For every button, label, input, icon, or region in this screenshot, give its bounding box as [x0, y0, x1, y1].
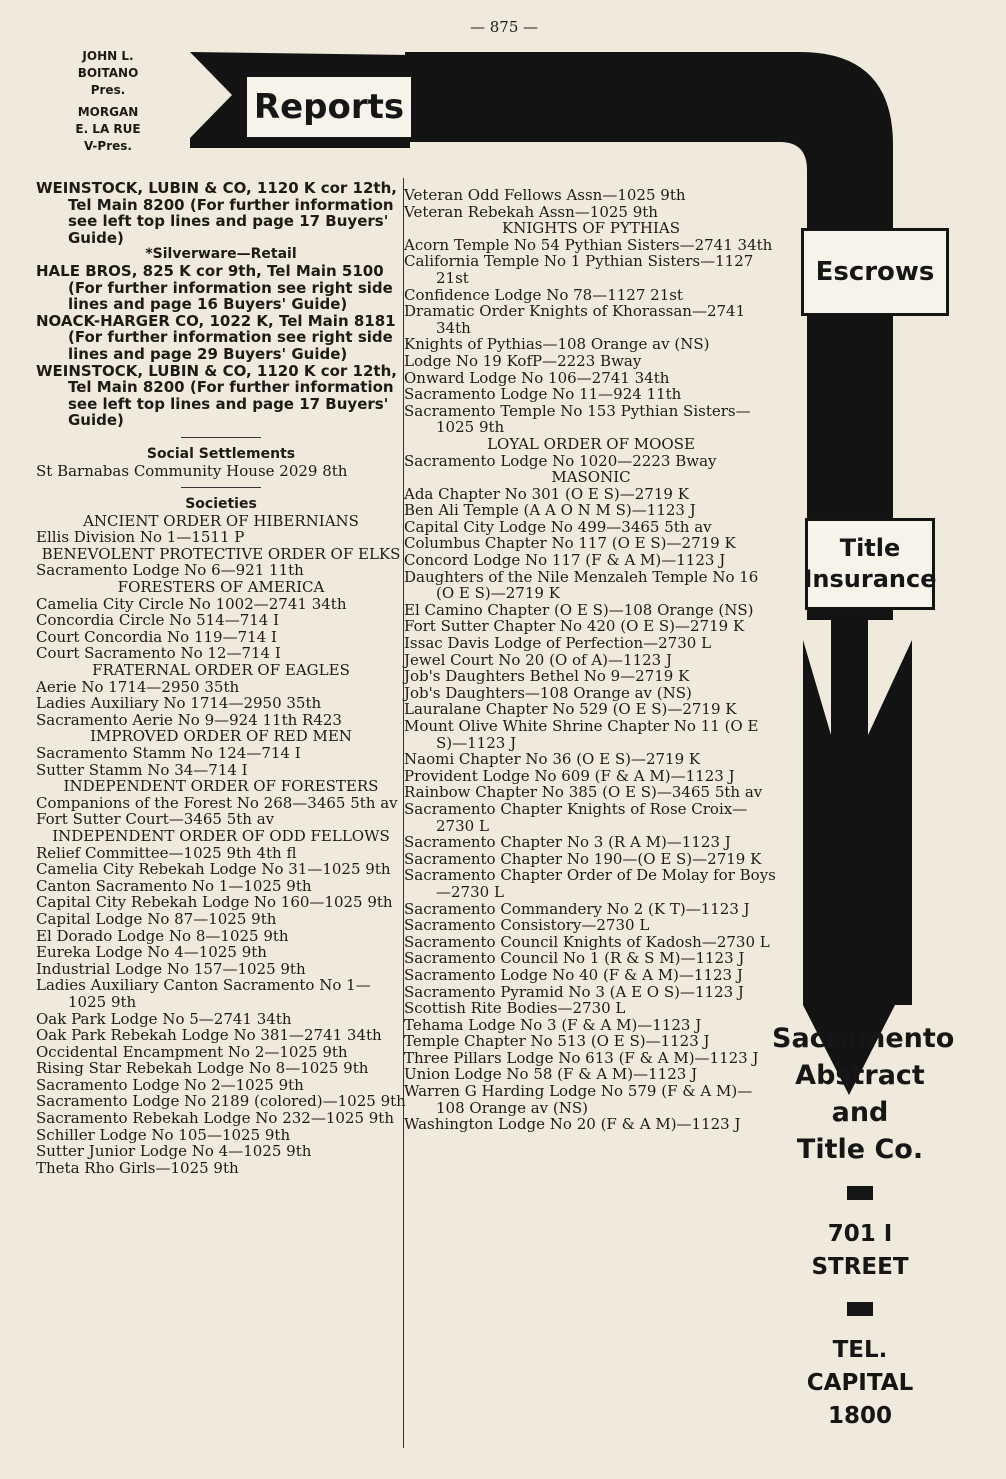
directory-entry: Canton Sacramento No 1—1025 9th	[36, 876, 312, 895]
directory-entry: Sacramento Commandery No 2 (K T)—1123 J	[404, 899, 750, 918]
directory-entry: Capital City Rebekah Lodge No 160—1025 9th	[36, 893, 393, 912]
directory-entry: Lodge No 19 KofP—2223 Bway	[404, 351, 642, 370]
officer-line: V-Pres.	[84, 139, 132, 153]
directory-entry: Warren G Harding Lodge No 579 (F & A M)—108 Orange av (NS)	[404, 1082, 753, 1117]
phone-line: 1800	[827, 1403, 892, 1429]
directory-entry: Sacramento Council Knights of Kadosh—2730 L	[404, 932, 770, 951]
directory-entry: Court Concordia No 119—714 I	[36, 627, 277, 646]
directory-entry: Sacramento Chapter Knights of Rose Croix—2730 L	[404, 799, 748, 835]
company-name-line: Abstract	[795, 1060, 925, 1091]
directory-entry: Sacramento Lodge No 11—924 11th	[404, 385, 682, 404]
section-rule	[181, 487, 261, 488]
directory-entry: Lauralane Chapter No 529 (O E S)—2719 K	[404, 700, 737, 719]
directory-entry: Dramatic Order Knights of Khorassan—2741 34th	[404, 302, 746, 337]
directory-entry: Naomi Chapter No 36 (O E S)—2719 K	[404, 750, 701, 769]
directory-entry: Temple Chapter No 513 (O E S)—1123 J	[404, 1032, 710, 1051]
officer-line: JOHN L.	[82, 49, 134, 63]
directory-entry: Sacramento Chapter No 3 (R A M)—1123 J	[404, 833, 731, 852]
directory-entry: Ada Chapter No 301 (O E S)—2719 K	[404, 484, 689, 503]
business-listing: HALE BROS, 825 K cor 9th, Tel Main 5100 (For further information see right side lines and page 16 Buyers' Guide)	[36, 261, 393, 314]
company-ad	[772, 1020, 955, 1433]
directory-entry: Rainbow Chapter No 385 (O E S)—3465 5th av	[404, 783, 763, 802]
left-column	[36, 180, 406, 1176]
directory-entry: El Camino Chapter (O E S)—108 Orange (NS)	[404, 600, 754, 619]
directory-entry: Jewel Court No 20 (O of A)—1123 J	[404, 650, 672, 669]
section-heading: Societies	[185, 496, 257, 513]
directory-entry: Scottish Rite Bodies—2730 L	[404, 999, 626, 1018]
page-number: — 875 —	[470, 18, 539, 36]
directory-entry: Concordia Circle No 514—714 I	[36, 611, 280, 630]
officer-line: E. LA RUE	[75, 122, 141, 136]
company-name-line: Sacramento	[772, 1023, 955, 1054]
company-name-line: Title Co.	[796, 1134, 924, 1165]
officer-line: BOITANO	[77, 66, 139, 80]
directory-entry: Sacramento Lodge No 6—921 11th	[36, 561, 304, 580]
directory-entry: Sacramento Chapter No 190—(O E S)—2719 K	[404, 849, 762, 868]
directory-entry: Job's Daughters Bethel No 9—2719 K	[404, 667, 690, 686]
directory-entry: Sacramento Consistory—2730 L	[404, 916, 650, 935]
escrows-banner: Escrows	[801, 228, 949, 316]
officer-line: Pres.	[90, 83, 126, 97]
directory-entry: Acorn Temple No 54 Pythian Sisters—2741 34th	[404, 235, 773, 254]
directory-entry: Sacramento Council No 1 (R & S M)—1123 J	[404, 949, 745, 968]
address-line: 701 I	[827, 1221, 893, 1247]
section-heading: *Silverware—Retail	[145, 246, 297, 263]
directory-entry: Three Pillars Lodge No 613 (F & A M)—1123 J	[404, 1048, 759, 1067]
address-line: STREET	[811, 1254, 909, 1280]
organization-heading: INDEPENDENT ORDER OF ODD FELLOWS	[52, 826, 390, 845]
business-listing: WEINSTOCK, LUBIN & CO, 1120 K cor 12th, Tel Main 8200 (For further information see left top lines and page 17 Buyers' Guide)	[36, 361, 397, 430]
organization-heading: BENEVOLENT PROTECTIVE ORDER OF ELKS	[41, 544, 401, 563]
section-rule	[181, 437, 261, 438]
organization-heading: MASONIC	[551, 468, 631, 487]
title-insurance-line: Insurance	[803, 565, 937, 593]
directory-entry: California Temple No 1 Pythian Sisters—1127 21st	[404, 252, 754, 287]
directory-entry: Sacramento Lodge No 2—1025 9th	[36, 1075, 304, 1094]
section-heading: Social Settlements	[146, 445, 296, 462]
directory-entry: Oak Park Rebekah Lodge No 381—2741 34th	[36, 1026, 382, 1045]
directory-entry: Aerie No 1714—2950 35th	[36, 677, 240, 696]
directory-entry: Occidental Encampment No 2—1025 9th	[36, 1042, 348, 1061]
directory-entry: Confidence Lodge No 78—1127 21st	[404, 285, 683, 304]
organization-heading: ANCIENT ORDER OF HIBERNIANS	[83, 511, 359, 530]
company-name-line: and	[831, 1097, 889, 1128]
directory-entry: Sacramento Rebekah Lodge No 232—1025 9th	[36, 1109, 395, 1128]
directory-entry: Issac Davis Lodge of Perfection—2730 L	[404, 634, 712, 653]
business-listing: WEINSTOCK, LUBIN & CO, 1120 K cor 12th, Tel Main 8200 (For further information see left top lines and page 17 Buyers' Guide)	[36, 179, 397, 247]
directory-entry: Camelia City Rebekah Lodge No 31—1025 9th	[36, 860, 391, 879]
directory-entry: Tehama Lodge No 3 (F & A M)—1123 J	[404, 1015, 702, 1034]
directory-entry: Rising Star Rebekah Lodge No 8—1025 9th	[36, 1059, 369, 1078]
phone-line: CAPITAL	[806, 1370, 914, 1396]
directory-entry: Companions of the Forest No 268—3465 5th av	[36, 793, 398, 812]
organization-heading: INDEPENDENT ORDER OF FORESTERS	[63, 777, 379, 796]
directory-entry: Sacramento Chapter Order of De Molay for Boys—2730 L	[404, 866, 776, 901]
directory-entry: Relief Committee—1025 9th 4th fl	[36, 843, 297, 862]
directory-entry: Knights of Pythias—108 Orange av (NS)	[404, 335, 710, 354]
separator-block	[847, 1186, 873, 1200]
organization-heading: KNIGHTS OF PYTHIAS	[502, 219, 680, 238]
organization-heading: IMPROVED ORDER OF RED MEN	[90, 727, 352, 746]
directory-entry: Ladies Auxiliary Canton Sacramento No 1—1025 9th	[36, 976, 371, 1011]
directory-entry: Concord Lodge No 117 (F & A M)—1123 J	[404, 551, 726, 570]
directory-entry: Daughters of the Nile Menzaleh Temple No 16 (O E S)—2719 K	[404, 567, 759, 603]
directory-entry: Oak Park Lodge No 5—2741 34th	[36, 1009, 292, 1028]
directory-entry: Veteran Rebekah Assn—1025 9th	[404, 202, 658, 221]
directory-entry: Fort Sutter Court—3465 5th av	[36, 810, 275, 829]
directory-entry: Capital Lodge No 87—1025 9th	[36, 909, 277, 928]
directory-entry: Ellis Division No 1—1511 P	[36, 528, 245, 547]
directory-entry: Capital City Lodge No 499—3465 5th av	[404, 517, 712, 536]
directory-entry: Sacramento Temple No 153 Pythian Sisters—1025 9th	[404, 401, 751, 437]
directory-entry: Mount Olive White Shrine Chapter No 11 (O E S)—1123 J	[404, 717, 759, 752]
directory-entry: Sacramento Pyramid No 3 (A E O S)—1123 J	[404, 982, 744, 1001]
directory-entry: Sacramento Lodge No 2189 (colored)—1025 9th	[36, 1092, 406, 1111]
directory-entry: Sacramento Lodge No 1020—2223 Bway	[404, 451, 717, 470]
directory-entry: Sutter Junior Lodge No 4—1025 9th	[36, 1142, 312, 1161]
directory-entry: Eureka Lodge No 4—1025 9th	[36, 943, 267, 962]
directory-entry: Ben Ali Temple (A A O N M S)—1123 J	[404, 501, 696, 520]
directory-entry: Provident Lodge No 609 (F & A M)—1123 J	[404, 766, 735, 785]
directory-entry: Veteran Odd Fellows Assn—1025 9th	[404, 186, 686, 204]
organization-heading: FRATERNAL ORDER OF EAGLES	[92, 661, 350, 680]
officer-line: MORGAN	[77, 105, 139, 119]
directory-entry: Union Lodge No 58 (F & A M)—1123 J	[404, 1065, 698, 1084]
directory-entry: St Barnabas Community House 2029 8th	[36, 461, 348, 480]
directory-entry: Job's Daughters—108 Orange av (NS)	[404, 683, 692, 702]
directory-entry: Sacramento Stamm No 124—714 I	[36, 744, 301, 762]
directory-entry: Sacramento Lodge No 40 (F & A M)—1123 J	[404, 965, 743, 984]
directory-entry: Ladies Auxiliary No 1714—2950 35th	[36, 694, 322, 713]
directory-entry: Court Sacramento No 12—714 I	[36, 644, 281, 663]
business-listing: NOACK-HARGER CO, 1022 K, Tel Main 8181 (For further information see right side lines and page 29 Buyers' Guide)	[36, 311, 396, 363]
separator-block	[847, 1302, 873, 1316]
directory-entry: Schiller Lodge No 105—1025 9th	[36, 1125, 291, 1144]
organization-heading: LOYAL ORDER OF MOOSE	[487, 434, 695, 453]
middle-column	[404, 187, 778, 1133]
directory-entry: Industrial Lodge No 157—1025 9th	[36, 959, 306, 978]
directory-entry: Fort Sutter Chapter No 420 (O E S)—2719 K	[404, 617, 745, 636]
directory-entry: Camelia City Circle No 1002—2741 34th	[36, 594, 347, 613]
directory-entry: Theta Rho Girls—1025 9th	[36, 1158, 239, 1177]
title-insurance-banner	[805, 518, 935, 610]
reports-banner: Reports	[244, 74, 414, 140]
directory-entry: Sutter Stamm No 34—714 I	[36, 760, 248, 779]
directory-entry: Washington Lodge No 20 (F & A M)—1123 J	[404, 1115, 741, 1134]
directory-entry: Onward Lodge No 106—2741 34th	[404, 368, 670, 387]
organization-heading: FORESTERS OF AMERICA	[117, 578, 325, 597]
phone-line: TEL.	[832, 1337, 888, 1363]
directory-entry: El Dorado Lodge No 8—1025 9th	[36, 926, 289, 945]
directory-entry: Sacramento Aerie No 9—924 11th R423	[36, 710, 342, 729]
title-insurance-line: Title	[839, 534, 901, 562]
directory-entry: Columbus Chapter No 117 (O E S)—2719 K	[404, 534, 736, 553]
